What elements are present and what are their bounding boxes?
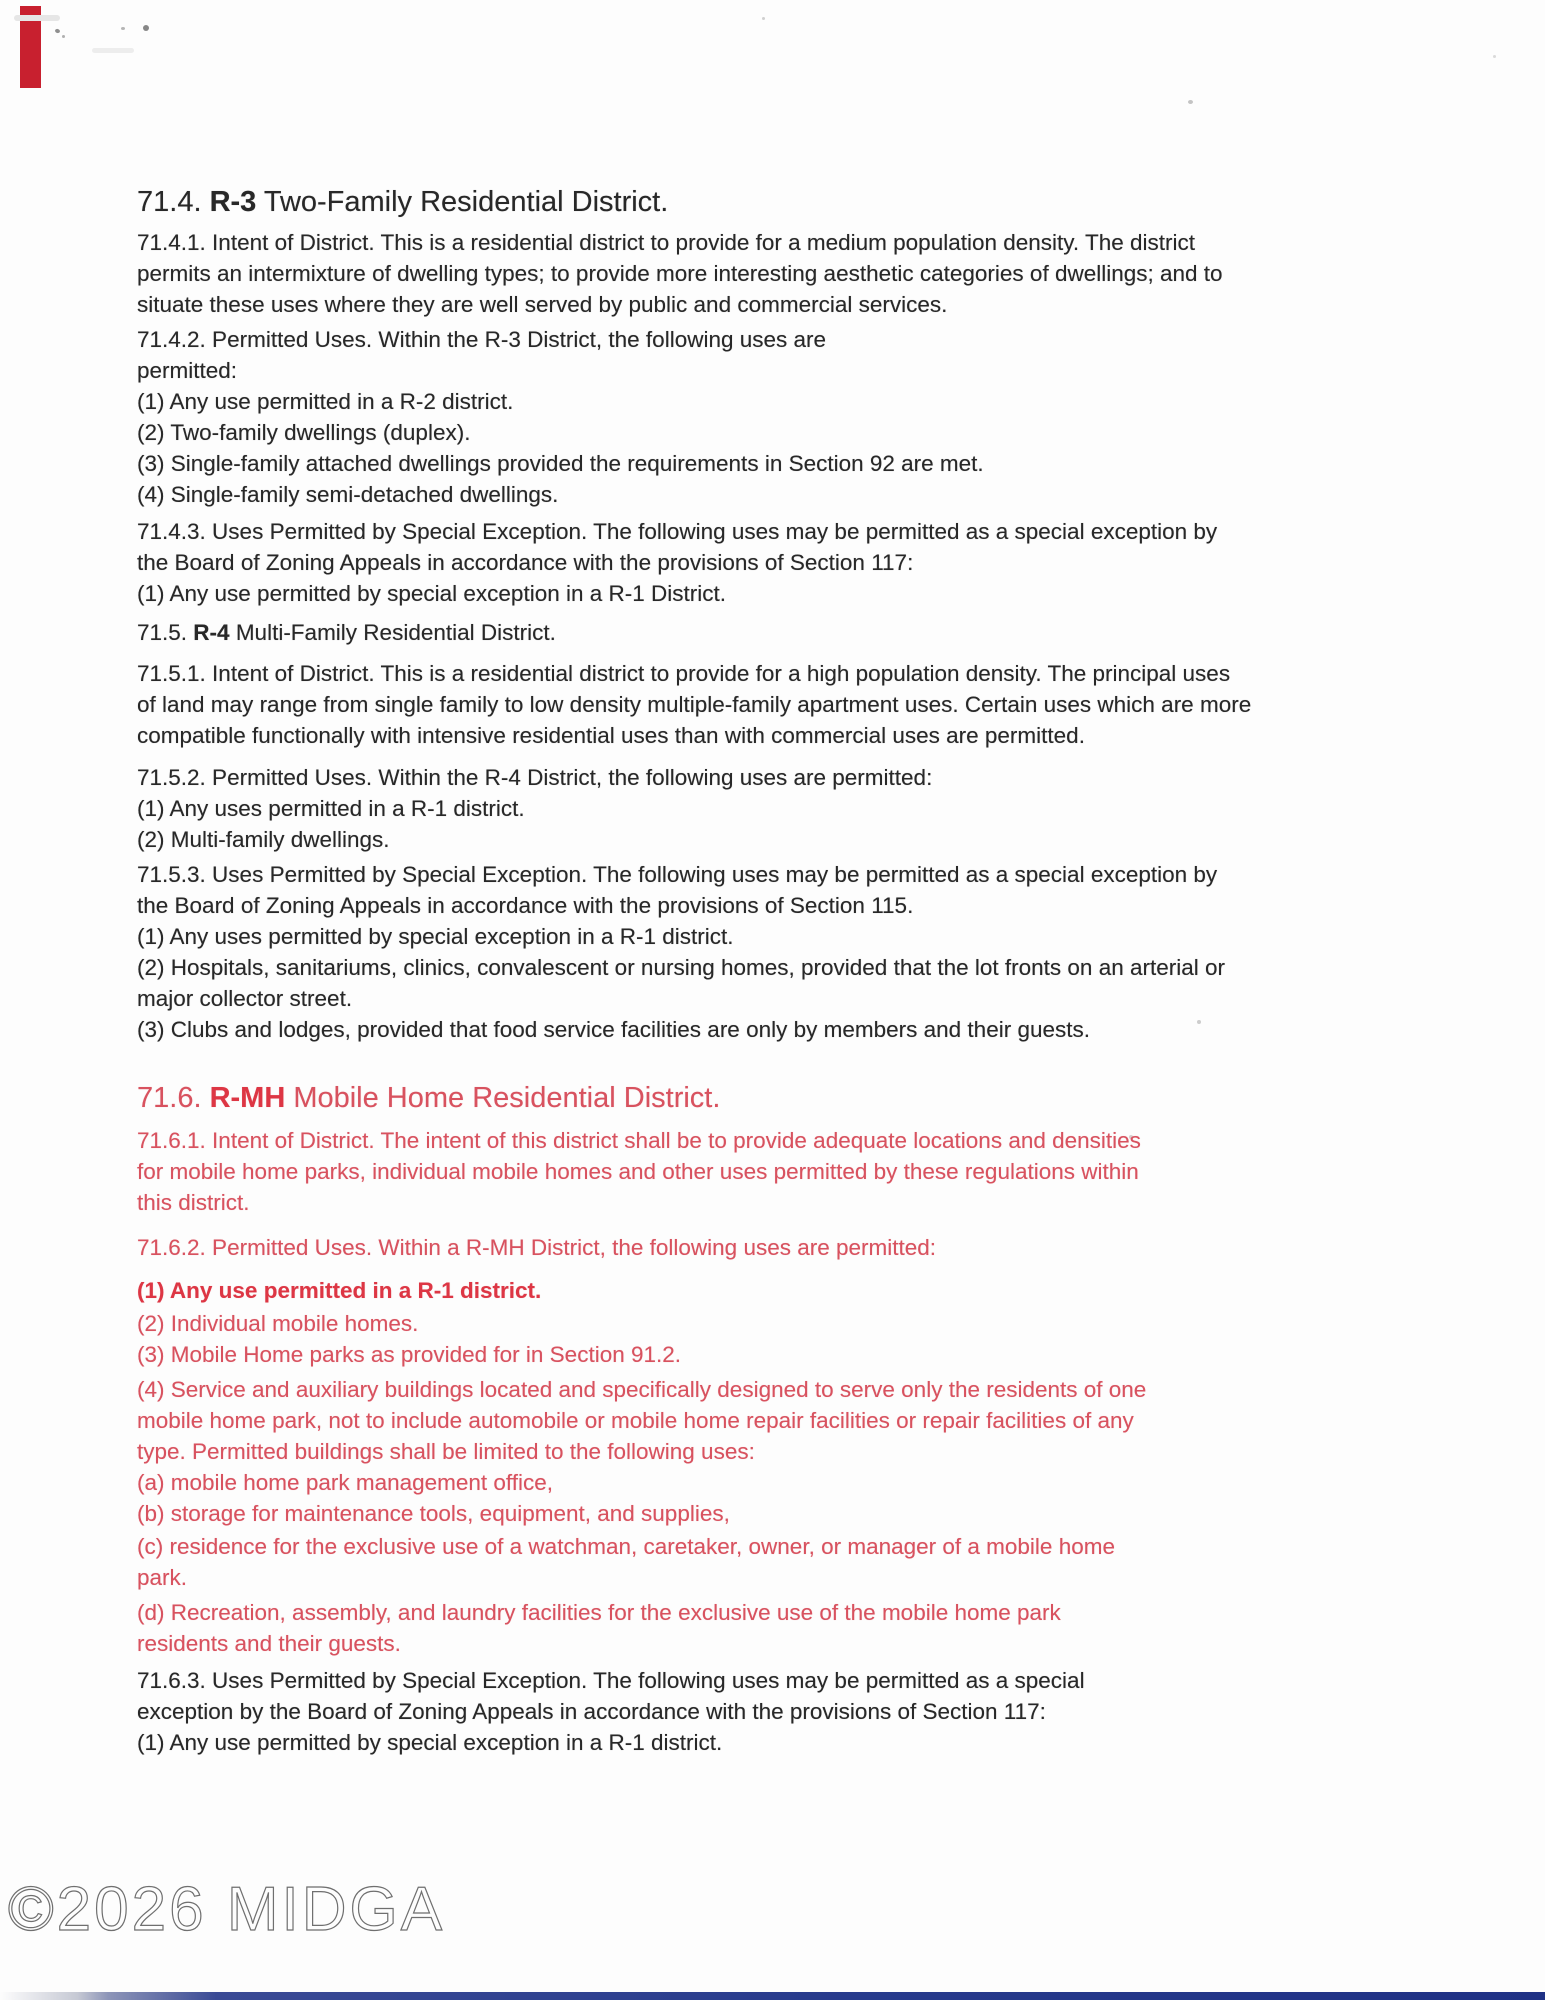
para-71-6-3-line: 71.6.3. Uses Permitted by Special Exception. The following uses may be permitted as a special — [137, 1668, 1085, 1693]
scan-speck — [121, 27, 125, 30]
heading-71-6-segment: R-MH — [209, 1082, 286, 1114]
scan-artifact-bottom-bar — [0, 1992, 1545, 2000]
para-71-6-1-line: for mobile home parks, individual mobile homes and other uses permitted by these regulations within — [137, 1159, 1139, 1184]
scan-speck — [762, 17, 765, 20]
para-71-4-3 — [137, 516, 1467, 609]
para-71-4-2-line: (4) Single-family semi-detached dwellings. — [137, 482, 559, 507]
para-71-6-2-item-4-line: (4) Service and auxiliary buildings located and specifically designed to serve only the residents of one — [137, 1377, 1147, 1402]
para-71-6-3-line: (1) Any use permitted by special exception in a R-1 district. — [137, 1730, 723, 1755]
heading-71-4-segment: R-3 — [209, 186, 257, 218]
para-71-5-2 — [137, 762, 1467, 855]
para-71-6-2-item-4-line: mobile home park, not to include automobile or mobile home repair facilities or repair facilities of any — [137, 1408, 1134, 1433]
para-71-4-2-line: permitted: — [137, 358, 238, 383]
para-71-4-3-line: (1) Any use permitted by special exception in a R-1 District. — [137, 581, 726, 606]
para-71-6-2-item-d-line: (d) Recreation, assembly, and laundry facilities for the exclusive use of the mobile home park — [137, 1600, 1061, 1625]
scan-smudge — [92, 48, 134, 53]
para-71-5-1-line: compatible functionally with intensive residential uses than with commercial uses are permitted. — [137, 723, 1085, 748]
para-71-5-2-line: (2) Multi-family dwellings. — [137, 827, 390, 852]
para-71-6-2-items-a-b-line: (a) mobile home park management office, — [137, 1470, 554, 1495]
para-71-6-2-line: 71.6.2. Permitted Uses. Within a R-MH District, the following uses are permitted: — [137, 1235, 937, 1260]
para-71-6-2-items-a-b — [137, 1467, 1467, 1529]
copyright-watermark: ©2026 MIDGA — [8, 1875, 446, 1944]
heading-71-5-segment: Multi-Family Residential District. — [229, 620, 556, 645]
heading-71-5 — [137, 617, 1467, 648]
para-71-6-2-items-2-3-line: (3) Mobile Home parks as provided for in Section 91.2. — [137, 1342, 682, 1367]
para-71-5-1 — [137, 658, 1467, 751]
heading-71-6-segment: 71.6. — [137, 1082, 210, 1114]
heading-71-4-segment: 71.4. — [137, 186, 210, 218]
para-71-4-1-line: 71.4.1. Intent of District. This is a residential district to provide for a medium population density. The district — [137, 230, 1195, 255]
para-71-5-3-line: major collector street. — [137, 986, 353, 1011]
para-71-6-2-items-2-3-line: (2) Individual mobile homes. — [137, 1311, 419, 1336]
para-71-6-2 — [137, 1232, 1467, 1263]
para-71-6-1-line: this district. — [137, 1190, 250, 1215]
para-71-6-2-item-1-bold-line: (1) Any use permitted in a R-1 district. — [137, 1278, 542, 1303]
para-71-6-3 — [137, 1665, 1467, 1758]
para-71-5-1-line: of land may range from single family to low density multiple-family apartment uses. Certain uses which are more — [137, 692, 1252, 717]
scan-speck — [1493, 55, 1496, 58]
para-71-4-3-line: the Board of Zoning Appeals in accordance with the provisions of Section 117: — [137, 550, 914, 575]
heading-71-6 — [137, 1079, 1467, 1117]
para-71-4-2-line: (2) Two-family dwellings (duplex). — [137, 420, 471, 445]
para-71-5-3-line: 71.5.3. Uses Permitted by Special Exception. The following uses may be permitted as a special exception by — [137, 862, 1218, 887]
scan-speck — [1188, 100, 1193, 104]
document-text — [137, 183, 1467, 1758]
scan-speck — [54, 28, 60, 33]
para-71-5-2-line: 71.5.2. Permitted Uses. Within the R-4 District, the following uses are permitted: — [137, 765, 933, 790]
para-71-5-1-line: 71.5.1. Intent of District. This is a residential district to provide for a high population density. The principal uses — [137, 661, 1231, 686]
para-71-6-2-item-d — [137, 1597, 1467, 1659]
para-71-4-2-line: (3) Single-family attached dwellings provided the requirements in Section 92 are met. — [137, 451, 984, 476]
para-71-4-2-line: 71.4.2. Permitted Uses. Within the R-3 District, the following uses are — [137, 327, 827, 352]
para-71-6-2-items-a-b-line: (b) storage for maintenance tools, equipment, and supplies, — [137, 1501, 730, 1526]
para-71-6-2-item-1-bold — [137, 1275, 1467, 1306]
para-71-6-1-line: 71.6.1. Intent of District. The intent of this district shall be to provide adequate locations and densities — [137, 1128, 1141, 1153]
para-71-6-1 — [137, 1125, 1467, 1218]
heading-71-5-segment: R-4 — [193, 620, 230, 645]
para-71-4-3-line: 71.4.3. Uses Permitted by Special Exception. The following uses may be permitted as a special exception by — [137, 519, 1218, 544]
heading-71-6-segment: Mobile Home Residential District. — [285, 1082, 721, 1114]
para-71-5-3 — [137, 859, 1467, 1045]
para-71-5-3-line: (2) Hospitals, sanitariums, clinics, convalescent or nursing homes, provided that the lot fronts on an arterial or — [137, 955, 1226, 980]
para-71-5-2-line: (1) Any uses permitted in a R-1 district. — [137, 796, 525, 821]
para-71-4-1-line: permits an intermixture of dwelling types; to provide more interesting aesthetic categories of dwellings; and to — [137, 261, 1223, 286]
para-71-4-1-line: situate these uses where they are well served by public and commercial services. — [137, 292, 948, 317]
heading-71-5-segment: 71.5. — [137, 620, 194, 645]
para-71-5-3-line: the Board of Zoning Appeals in accordance with the provisions of Section 115. — [137, 893, 914, 918]
para-71-6-2-item-4-line: type. Permitted buildings shall be limited to the following uses: — [137, 1439, 755, 1464]
heading-71-4-segment: Two-Family Residential District. — [256, 186, 669, 218]
para-71-4-2-line: (1) Any use permitted in a R-2 district. — [137, 389, 514, 414]
para-71-4-2 — [137, 324, 1467, 510]
scan-smudge — [14, 15, 60, 21]
para-71-6-2-item-c — [137, 1531, 1467, 1593]
para-71-6-2-item-4 — [137, 1374, 1467, 1467]
para-71-6-2-item-c-line: park. — [137, 1565, 188, 1590]
para-71-5-3-line: (1) Any uses permitted by special exception in a R-1 district. — [137, 924, 734, 949]
heading-71-4 — [137, 183, 1467, 221]
para-71-6-2-items-2-3 — [137, 1308, 1467, 1370]
scan-speck — [143, 25, 149, 31]
scan-speck — [62, 35, 65, 38]
para-71-4-1 — [137, 227, 1467, 320]
para-71-5-3-line: (3) Clubs and lodges, provided that food service facilities are only by members and their guests. — [137, 1017, 1090, 1042]
para-71-6-2-item-c-line: (c) residence for the exclusive use of a watchman, caretaker, owner, or manager of a mobile home — [137, 1534, 1115, 1559]
para-71-6-3-line: exception by the Board of Zoning Appeals in accordance with the provisions of Section 117: — [137, 1699, 1046, 1724]
para-71-6-2-item-d-line: residents and their guests. — [137, 1631, 401, 1656]
